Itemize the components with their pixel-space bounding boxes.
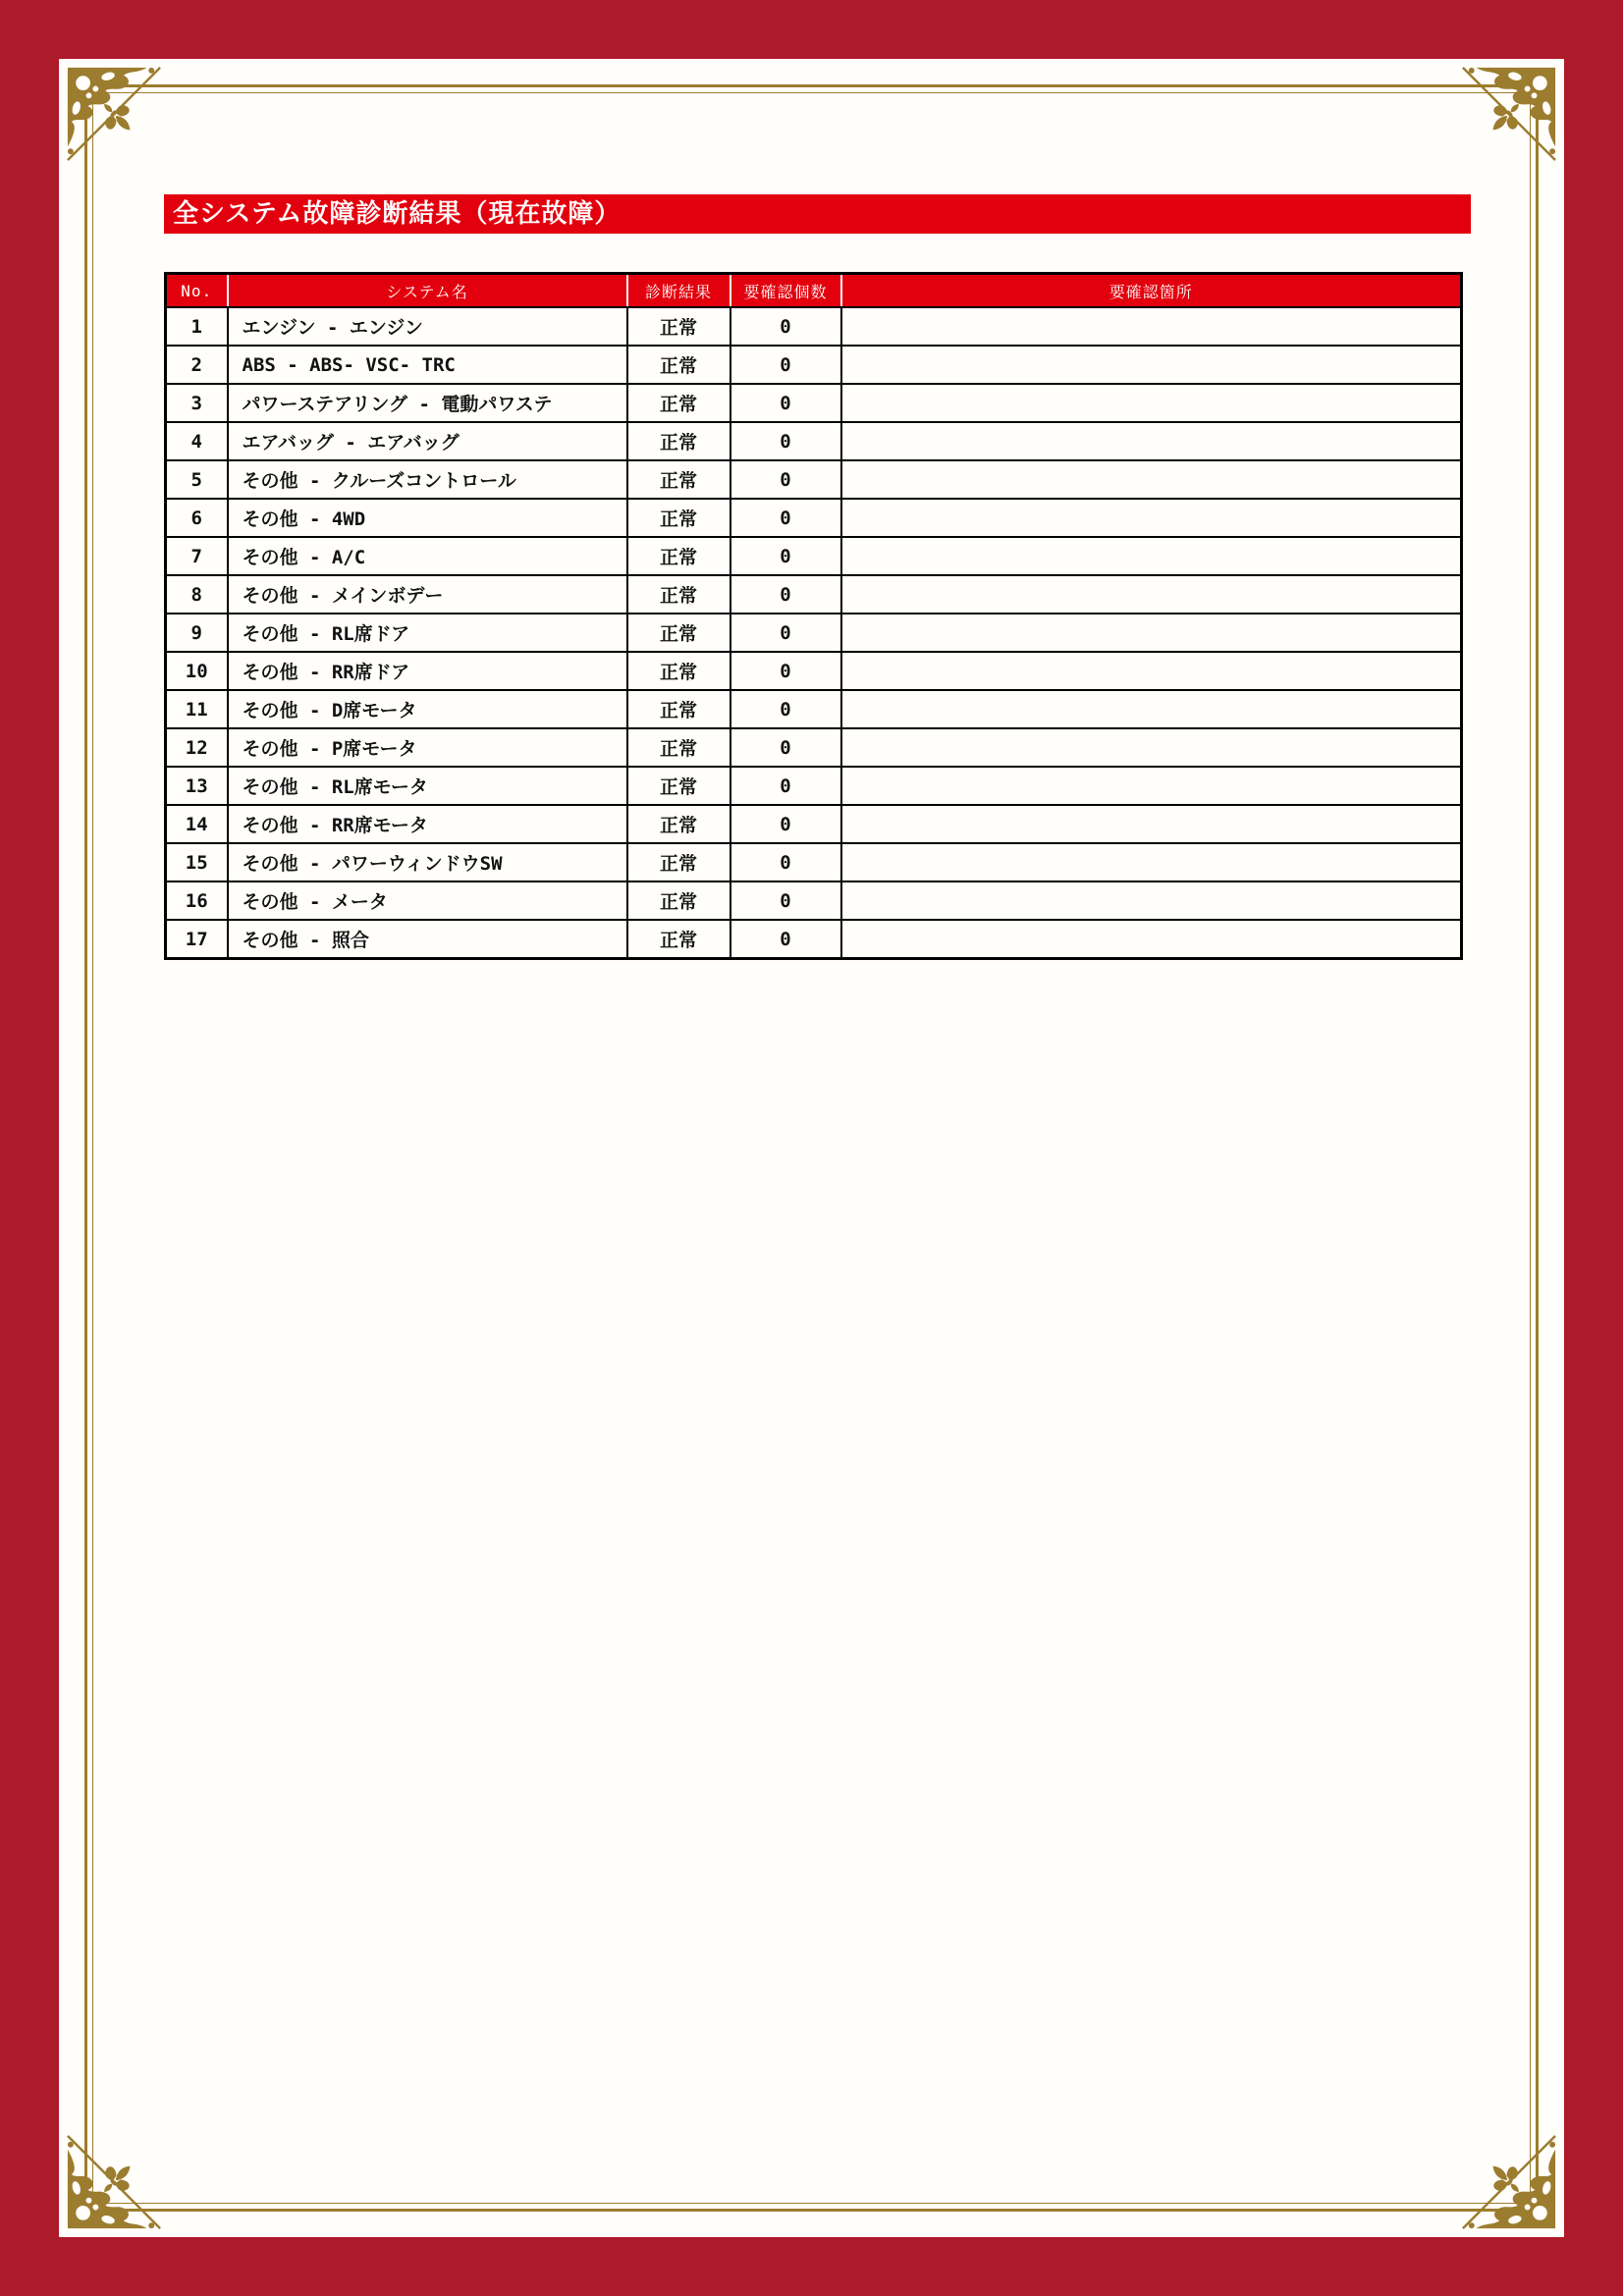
corner-ornament-bottom-right-icon: [1459, 2132, 1559, 2232]
cell-check-count: 0: [730, 460, 841, 499]
cell-system-name: その他 - メータ: [228, 881, 627, 920]
cell-system-name: その他 - クルーズコントロール: [228, 460, 627, 499]
diagnosis-table-wrap: [164, 272, 1463, 960]
cell-check-count: 0: [730, 537, 841, 575]
column-header-count: 要確認個数: [730, 274, 841, 308]
cell-check-points: [841, 346, 1462, 384]
cell-result: 正常: [627, 384, 730, 422]
column-header-location: 要確認箇所: [841, 274, 1462, 308]
cell-result: 正常: [627, 422, 730, 460]
table-header-row: [166, 274, 1462, 308]
cell-check-points: [841, 843, 1462, 881]
cell-check-count: 0: [730, 767, 841, 805]
cell-row-number: 7: [166, 537, 228, 575]
cell-row-number: 14: [166, 805, 228, 843]
cell-result: 正常: [627, 537, 730, 575]
cell-system-name: その他 - P席モータ: [228, 728, 627, 767]
cell-result: 正常: [627, 805, 730, 843]
cell-check-count: 0: [730, 614, 841, 652]
table-row: [166, 537, 1462, 575]
cell-row-number: 17: [166, 920, 228, 959]
diagnosis-table: [164, 272, 1463, 960]
cell-result: 正常: [627, 652, 730, 690]
cell-check-count: 0: [730, 346, 841, 384]
cell-check-count: 0: [730, 499, 841, 537]
table-row: [166, 767, 1462, 805]
cell-check-points: [841, 575, 1462, 614]
cell-result: 正常: [627, 881, 730, 920]
cell-row-number: 12: [166, 728, 228, 767]
cell-system-name: その他 - D席モータ: [228, 690, 627, 728]
cell-check-count: 0: [730, 307, 841, 346]
cell-check-points: [841, 499, 1462, 537]
table-row: [166, 384, 1462, 422]
cell-check-count: 0: [730, 384, 841, 422]
cell-system-name: その他 - 照合: [228, 920, 627, 959]
cell-result: 正常: [627, 307, 730, 346]
column-header-system: システム名: [228, 274, 627, 308]
table-row: [166, 499, 1462, 537]
cell-system-name: その他 - RR席ドア: [228, 652, 627, 690]
cell-result: 正常: [627, 767, 730, 805]
diagnosis-table-body: [166, 307, 1462, 959]
cell-result: 正常: [627, 690, 730, 728]
cell-check-points: [841, 537, 1462, 575]
cell-check-count: 0: [730, 422, 841, 460]
table-row: [166, 652, 1462, 690]
table-row: [166, 575, 1462, 614]
cell-check-points: [841, 881, 1462, 920]
cell-result: 正常: [627, 843, 730, 881]
table-row: [166, 690, 1462, 728]
cell-row-number: 13: [166, 767, 228, 805]
certificate-area: [59, 59, 1564, 2237]
cell-row-number: 8: [166, 575, 228, 614]
cell-row-number: 11: [166, 690, 228, 728]
corner-ornament-top-left-icon: [64, 64, 164, 164]
cell-check-points: [841, 805, 1462, 843]
cell-check-points: [841, 652, 1462, 690]
table-row: [166, 881, 1462, 920]
cell-row-number: 3: [166, 384, 228, 422]
cell-row-number: 6: [166, 499, 228, 537]
column-header-result: 診断結果: [627, 274, 730, 308]
cell-check-points: [841, 920, 1462, 959]
cell-system-name: その他 - メインボデー: [228, 575, 627, 614]
cell-row-number: 2: [166, 346, 228, 384]
cell-check-count: 0: [730, 690, 841, 728]
cell-check-count: 0: [730, 920, 841, 959]
table-row: [166, 843, 1462, 881]
cell-system-name: ABS - ABS- VSC- TRC: [228, 346, 627, 384]
cell-row-number: 9: [166, 614, 228, 652]
cell-check-points: [841, 690, 1462, 728]
report-title-bar: 全システム故障診断結果（現在故障）: [164, 194, 1471, 234]
cell-check-count: 0: [730, 575, 841, 614]
cell-result: 正常: [627, 575, 730, 614]
cell-check-points: [841, 384, 1462, 422]
cell-check-count: 0: [730, 728, 841, 767]
cell-result: 正常: [627, 499, 730, 537]
cell-system-name: エアバッグ - エアバッグ: [228, 422, 627, 460]
cell-row-number: 16: [166, 881, 228, 920]
cell-check-points: [841, 728, 1462, 767]
cell-system-name: その他 - 4WD: [228, 499, 627, 537]
cell-check-points: [841, 614, 1462, 652]
table-row: [166, 728, 1462, 767]
cell-row-number: 15: [166, 843, 228, 881]
cell-system-name: その他 - RR席モータ: [228, 805, 627, 843]
cell-row-number: 10: [166, 652, 228, 690]
table-row: [166, 422, 1462, 460]
table-row: [166, 346, 1462, 384]
table-row: [166, 307, 1462, 346]
cell-system-name: エンジン - エンジン: [228, 307, 627, 346]
table-row: [166, 805, 1462, 843]
table-row: [166, 920, 1462, 959]
cell-check-count: 0: [730, 652, 841, 690]
cell-result: 正常: [627, 614, 730, 652]
cell-system-name: その他 - パワーウィンドウSW: [228, 843, 627, 881]
cell-check-points: [841, 422, 1462, 460]
cell-system-name: パワーステアリング - 電動パワステ: [228, 384, 627, 422]
cell-result: 正常: [627, 346, 730, 384]
cell-check-points: [841, 460, 1462, 499]
table-row: [166, 614, 1462, 652]
cell-check-count: 0: [730, 881, 841, 920]
cell-row-number: 5: [166, 460, 228, 499]
table-row: [166, 460, 1462, 499]
cell-result: 正常: [627, 460, 730, 499]
corner-ornament-bottom-left-icon: [64, 2132, 164, 2232]
cell-system-name: その他 - RL席モータ: [228, 767, 627, 805]
corner-ornament-top-right-icon: [1459, 64, 1559, 164]
cell-check-count: 0: [730, 805, 841, 843]
column-header-no: No.: [166, 274, 228, 308]
cell-result: 正常: [627, 728, 730, 767]
cell-check-points: [841, 767, 1462, 805]
cell-result: 正常: [627, 920, 730, 959]
cell-system-name: その他 - A/C: [228, 537, 627, 575]
cell-check-count: 0: [730, 843, 841, 881]
cell-system-name: その他 - RL席ドア: [228, 614, 627, 652]
cell-check-points: [841, 307, 1462, 346]
cell-row-number: 4: [166, 422, 228, 460]
cell-row-number: 1: [166, 307, 228, 346]
